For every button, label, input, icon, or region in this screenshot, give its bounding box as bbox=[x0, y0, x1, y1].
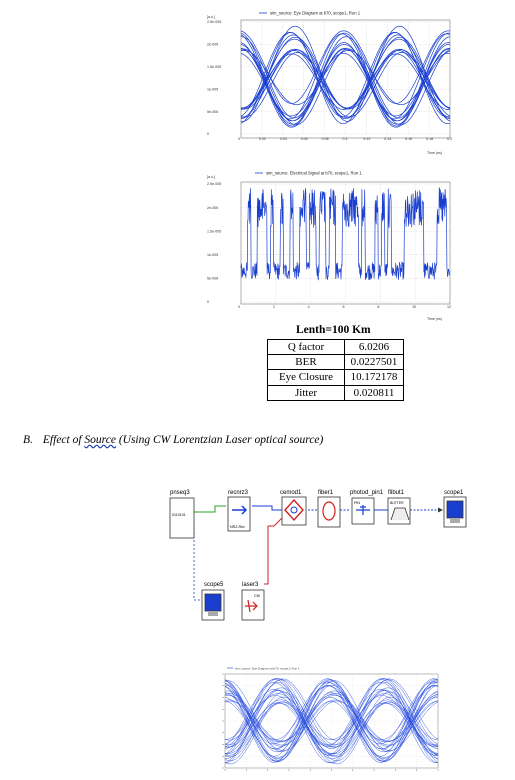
table-caption: Lenth=100 Km bbox=[296, 324, 371, 336]
x-tick-label: 2 bbox=[272, 305, 275, 309]
y-tick-label: 0 bbox=[207, 300, 209, 305]
photod-sub: PIN bbox=[354, 501, 360, 505]
y-tick-label: 1.5e-005 bbox=[207, 65, 222, 69]
photod-label: photod_pin1 bbox=[350, 490, 384, 496]
x-tick-label: 0.16 bbox=[405, 137, 413, 141]
eye-diagram-plot-2 bbox=[205, 664, 445, 778]
table-row bbox=[268, 355, 404, 370]
section-heading bbox=[23, 434, 323, 446]
electrical-connection bbox=[252, 506, 282, 510]
row-label: Eye Closure bbox=[268, 370, 345, 386]
table-row bbox=[268, 340, 404, 355]
results-table bbox=[267, 339, 404, 401]
x-tick-label: 0.04 bbox=[279, 137, 287, 141]
filbut-sub: BUTTER bbox=[390, 501, 404, 505]
y-tick-label: 2.5e-005 bbox=[207, 182, 222, 187]
table-row bbox=[268, 386, 404, 401]
y-tick-label: 5e-006 bbox=[207, 109, 219, 114]
x-tick-label: 0.02 bbox=[258, 137, 266, 141]
x-tick-label: 12 bbox=[447, 305, 451, 309]
plot1-legend: sim_source: Eye Diagram at b70, scope1, Run 1 bbox=[270, 10, 361, 16]
y-tick-label: 5e-006 bbox=[207, 276, 219, 281]
y-tick-label: 2e-005 bbox=[207, 42, 219, 47]
y-tick-label: 0 bbox=[207, 132, 209, 137]
x-tick-label: 0.1 bbox=[342, 137, 348, 141]
x-tick-label: 0.06 bbox=[300, 137, 308, 141]
monitor-icon bbox=[205, 594, 221, 611]
pnseq-label: pnseq3 bbox=[170, 490, 190, 496]
optical-system-block-diagram bbox=[160, 484, 490, 634]
table-row bbox=[268, 370, 404, 386]
row-label: Q factor bbox=[268, 340, 345, 355]
y-tick-label: 1e-005 bbox=[207, 87, 219, 92]
scope5-label: scope5 bbox=[204, 582, 224, 588]
plot2-x-unit: Time (ns) bbox=[427, 317, 443, 321]
scope1-label: scope1 bbox=[444, 490, 464, 496]
plot1-y-unit: [a.u.] bbox=[207, 15, 215, 19]
section-text-after: (Using CW Lorentzian Laser optical source) bbox=[115, 434, 324, 446]
y-tick-label: 1.5e-005 bbox=[207, 229, 222, 234]
x-tick-label: 0.18 bbox=[426, 137, 434, 141]
x-tick-label: 0.14 bbox=[384, 137, 392, 141]
fiber-label: fiber1 bbox=[318, 490, 334, 496]
x-tick-label: 4 bbox=[307, 305, 310, 309]
green-connection bbox=[194, 506, 226, 512]
pnseq-block[interactable] bbox=[170, 498, 194, 538]
y-tick-label: 2.5e-005 bbox=[207, 20, 222, 25]
laser-block[interactable] bbox=[242, 590, 264, 620]
section-letter: B. bbox=[23, 434, 33, 446]
section-text-before: Effect of bbox=[42, 434, 85, 446]
row-value: 0.020811 bbox=[345, 386, 404, 401]
x-tick-label: 0.2 bbox=[447, 137, 452, 141]
plot2-legend: sim_source: Electrical Signal at b70, scope1, Run 1 bbox=[266, 170, 362, 176]
laser-label: laser3 bbox=[242, 582, 259, 588]
plot1-x-unit: Time (ns) bbox=[427, 151, 443, 155]
row-value: 10.172178 bbox=[345, 370, 404, 386]
row-value: 0.0227501 bbox=[345, 355, 404, 370]
section-underlined-word: Source bbox=[84, 434, 116, 446]
y-tick-label: 1e-005 bbox=[207, 253, 219, 257]
plot2-y-unit: [a.u.] bbox=[207, 175, 215, 179]
plot3-legend: sim_source: Eye Diagram at b70, scope1, Run 1 bbox=[235, 666, 300, 671]
row-value: 6.0206 bbox=[345, 340, 404, 355]
x-tick-label: 10 bbox=[412, 305, 417, 309]
x-tick-label: 0.08 bbox=[321, 137, 329, 141]
monitor-icon bbox=[447, 501, 463, 518]
recnrz-sub: NRZ-Rec bbox=[230, 525, 245, 529]
recnrz-label: recnrz3 bbox=[228, 490, 249, 496]
x-tick-label: 8 bbox=[377, 305, 380, 309]
eye-diagram-plot-1 bbox=[205, 8, 460, 156]
electrical-signal-plot bbox=[205, 168, 460, 326]
cemod-label: cemod1 bbox=[280, 490, 302, 496]
optical-connection bbox=[264, 526, 268, 584]
x-tick-label: 0 bbox=[238, 137, 240, 141]
x-tick-label: 0.12 bbox=[363, 137, 371, 141]
row-label: BER bbox=[268, 355, 345, 370]
y-tick-label: 2e-005 bbox=[207, 205, 219, 210]
filbut-label: filbut1 bbox=[388, 490, 405, 496]
laser-sub: CW bbox=[254, 594, 260, 598]
x-tick-label: 6 bbox=[342, 305, 345, 309]
pnseq-content: 0110101 bbox=[172, 513, 186, 517]
row-label: Jitter bbox=[268, 386, 345, 401]
x-tick-label: 0 bbox=[238, 305, 240, 309]
